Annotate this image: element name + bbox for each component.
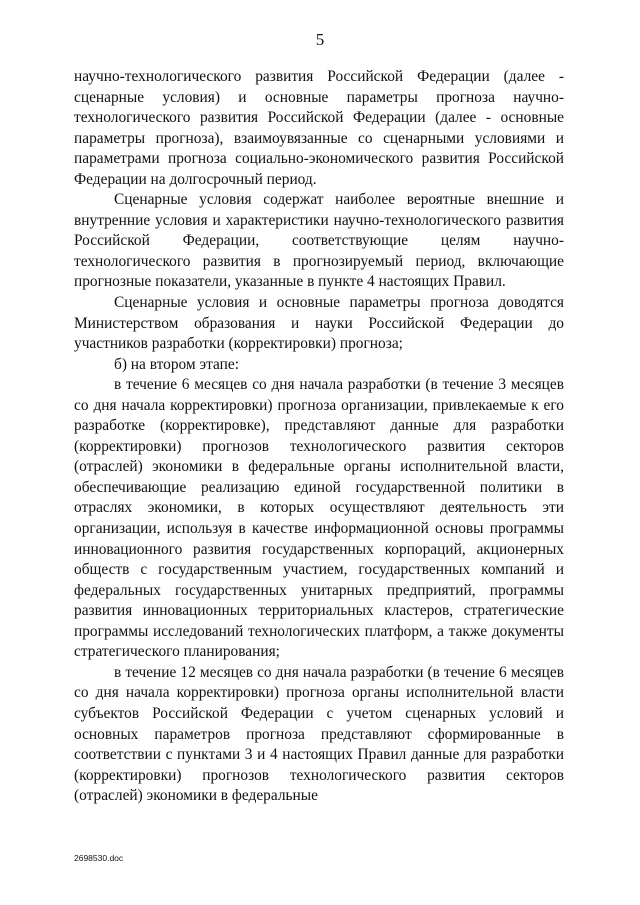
page-number: 5 — [315, 30, 325, 49]
footer-filename: 2698530.doc — [74, 853, 124, 863]
document-body — [74, 67, 564, 807]
paragraph: научно-технологического развития Российской Федерации (далее - сценарные условия) и основные параметры прогноза научно-технологического развития Российской Федерации (далее - основные параметры прогноза), взаимоувязанные со сценарными условиями и параметрами прогноза социально-экономического развития Российской Федерации на долгосрочный период. — [74, 68, 564, 188]
paragraph: Сценарные условия содержат наиболее вероятные внешние и внутренние условия и характеристики научно-технологического развития Российской Федерации, соответствующие целям научно-технологического развития в прогнозируемый период, включающие прогнозные показатели, указанные в пункте 4 настоящих Правил. — [74, 191, 564, 291]
paragraph: в течение 12 месяцев со дня начала разработки (в течение 6 месяцев со дня начала корректировки) прогноза органы исполнительной власти субъектов Российской Федерации с учетом сценарных условий и основных параметров прогноза представляют сформированные в соответствии с пунктами 3 и 4 настоящих Правил данные для разработки (корректировки) прогнозов технологического развития секторов (отраслей) экономики в федеральные — [74, 663, 564, 805]
paragraph: в течение 6 месяцев со дня начала разработки (в течение 3 месяцев со дня начала корректировки) прогноза организации, привлекаемые к его разработке (корректировке), представляют данные для разработки (корректировки) прогнозов технологического развития секторов (отраслей) экономики в федеральные органы исполнительной власти, обеспечивающие реализацию единой государственной политики в отраслях экономики, в которых осуществляют деятельность эти организации, используя в качестве информационной основы программы инновационного развития государственных корпораций, акционерных обществ с государственным участием, государственных компаний и федеральных государственных унитарных предприятий, программы развития инновационных территориальных кластеров, стратегические программы исследований технологических платформ, а также документы стратегического планирования; — [74, 376, 564, 661]
paragraph: Сценарные условия и основные параметры прогноза доводятся Министерством образования и науки Российской Федерации до участников разработки (корректировки) прогноза; — [74, 294, 564, 353]
paragraph: б) на втором этапе: — [114, 355, 239, 373]
